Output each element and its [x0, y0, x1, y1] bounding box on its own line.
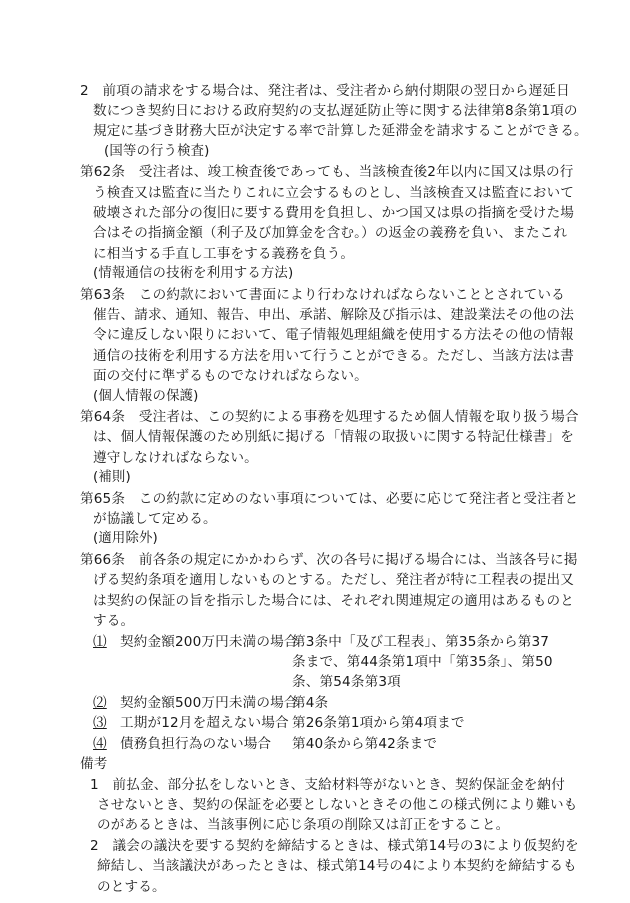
text-line: が協議して定める。	[93, 511, 217, 527]
item-clause: 第3条中「及び工程表」、第35条から第37	[292, 634, 550, 650]
item-number: ⑷	[93, 736, 107, 752]
text-line: 2 前項の請求をする場合は、発注者は、受注者から納付期限の翌日から遅延日	[80, 83, 570, 99]
item-condition: 契約金額200万円未満の場合	[120, 634, 298, 650]
item-condition: 債務負担行為のない場合	[120, 736, 272, 752]
remarks-heading: 備考	[80, 756, 108, 772]
text-line: 合はその指摘金額（利子及び加算金を含む。）の返金の義務を負い、またこれ	[93, 225, 568, 241]
text-line: 破壊された部分の復旧に要する費用を負担し、かつ国又は県の指摘を受けた場	[93, 205, 575, 221]
text-line: に相当する手直し工事をする義務を負う。	[93, 246, 355, 262]
item-clause: 第40条から第42条まで	[292, 736, 438, 752]
text-line: 令に違反しない限りにおいて、電子情報処理組織を使用する方法その他の情報	[93, 327, 574, 343]
item-clause: 第26条第1項から第4項まで	[292, 715, 465, 731]
text-line: げる契約条項を適用しないものとする。ただし、発注者が特に工程表の提出又	[93, 572, 575, 588]
text-line: 規定に基づき財務大臣が決定する率で計算した延滞金を請求することができる。	[93, 123, 588, 139]
item-clause: 条まで、第44条第1項中「第35条」、第50	[292, 654, 553, 670]
text-line: う検査又は監査に当たりこれに立会するものとし、当該検査又は監査において	[93, 185, 575, 201]
article-caption: (情報通信の技術を利用する方法)	[93, 266, 294, 281]
text-line: 催告、請求、通知、報告、申出、承諾、解除及び指示は、建設業法その他の法	[93, 307, 575, 323]
text-line: 第64条 受注者は、この契約による事務を処理するため個人情報を取り扱う場合	[80, 409, 579, 425]
text-line: は契約の保証の旨を指示した場合には、それぞれ関連規定の適用はあるものと	[93, 593, 575, 609]
text-line: 第63条 この約款において書面により行わなければならないこととされている	[80, 287, 565, 303]
text-line: 第66条 前各条の規定にかかわらず、次の各号に掲げる場合には、当該各号に掲	[80, 552, 578, 568]
article-caption: (個人情報の保護)	[93, 389, 199, 404]
text-line: する。	[93, 613, 135, 629]
item-number: ⑵	[93, 695, 107, 711]
item-condition: 工期が12月を超えない場合	[120, 715, 289, 731]
remarks-line: 2 議会の議決を要する契約を締結するときは、様式第14号の3により仮契約を	[90, 838, 579, 854]
article-caption: (補則)	[93, 470, 131, 485]
remarks-line: 締結し、当該議決があったときは、様式第14号の4により本契約を締結するも	[97, 858, 577, 874]
text-line: 通信の技術を利用する方法を用いて行うことができる。ただし、当該方法は書	[93, 348, 575, 364]
item-clause: 条、第54条第3項	[292, 674, 401, 690]
remarks-line: 1 前払金、部分払をしないとき、支給材料等がないとき、契約保証金を納付	[90, 777, 565, 793]
item-number: ⑶	[93, 715, 107, 731]
text-line: は、個人情報保護のため別紙に掲げる「情報の取扱いに関する特記仕様書」を	[93, 429, 575, 445]
text-line: 第65条 この約款に定めのない事項については、必要に応じて発注者と受注者と	[80, 491, 579, 507]
item-number: ⑴	[93, 634, 107, 650]
item-clause: 第4条	[292, 695, 329, 711]
item-condition: 契約金額500万円未満の場合	[120, 695, 298, 711]
article-caption: (適用除外)	[93, 531, 158, 546]
text-line: 数につき契約日における政府契約の支払遅延防止等に関する法律第8条第1項の	[93, 103, 578, 119]
text-line: 遵守しなければならない。	[93, 450, 258, 466]
article-caption: (国等の行う検査)	[104, 144, 210, 159]
remarks-line: のがあるときは、当該事例に応じ条項の削除又は訂正をすること。	[97, 817, 510, 833]
remarks-line: のとする。	[97, 879, 166, 895]
text-line: 第62条 受注者は、竣工検査後であっても、当該検査後2年以内に国又は県の行	[80, 164, 574, 180]
remarks-line: させないとき、契約の保証を必要としないときその他この様式例により難いも	[97, 797, 578, 813]
text-line: 面の交付に準ずるものでなければならない。	[93, 368, 368, 384]
